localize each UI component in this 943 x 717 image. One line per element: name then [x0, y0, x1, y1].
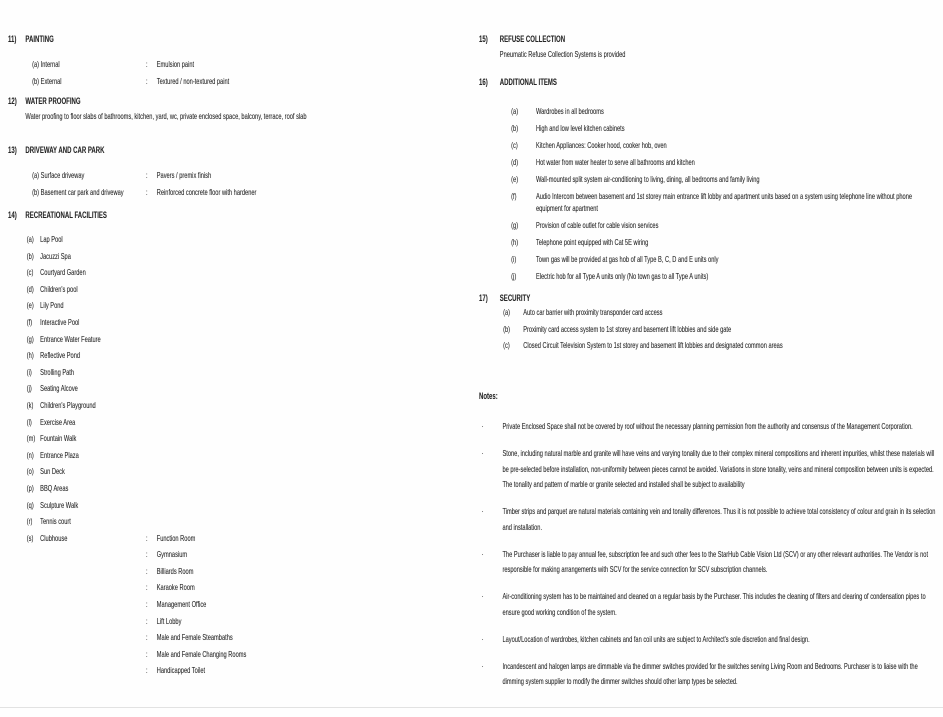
- spec-value: Textured / non-textured paint: [156, 76, 230, 86]
- item-text: Children's Playground: [40, 399, 96, 410]
- list-item: [27, 399, 471, 411]
- item-letter: (i): [511, 254, 517, 264]
- list-item: [503, 323, 939, 335]
- section-number: 16): [479, 77, 488, 87]
- list-item: [511, 122, 939, 134]
- item-text: Reflective Pond: [40, 350, 81, 361]
- list-item-continuation: [27, 648, 471, 660]
- section-title: PAINTING: [25, 34, 54, 44]
- item-letter-empty: [27, 548, 40, 560]
- lettered-list: [511, 105, 939, 282]
- section: [8, 209, 470, 676]
- colon-separator: :: [146, 582, 148, 593]
- list-item: [511, 219, 939, 231]
- notes-block: [479, 390, 939, 690]
- list-item: [27, 349, 471, 361]
- left-column: [8, 0, 470, 681]
- item-letter: (g): [26, 333, 34, 344]
- section: [479, 292, 939, 351]
- list-item-continuation: [27, 631, 471, 643]
- lettered-list: [27, 233, 471, 676]
- item-text: Town gas will be provided at gas hob of all Type B, C, D and E units only: [535, 254, 719, 264]
- item-text: Lily Pond: [40, 300, 64, 311]
- list-item: [27, 416, 471, 428]
- section-title: ADDITIONAL ITEMS: [499, 77, 557, 87]
- list-item: [511, 253, 939, 265]
- section-text: Water proofing to floor slabs of bathrooms, kitchen, yard, wc, private enclosed space, balcony, terrace, roof slab: [25, 111, 307, 121]
- item-letter: (c): [511, 140, 518, 150]
- item-text: Fountain Walk: [40, 433, 77, 444]
- section-header: [8, 144, 470, 156]
- item-text: Audio Intercom between basement and 1st storey main entrance lift lobby and apartment units based on a system using telephone line without phone equipment for apartment: [535, 191, 913, 213]
- item-text-empty: [40, 548, 146, 560]
- list-item: [503, 306, 939, 318]
- item-text: Wardrobes in all bedrooms: [535, 106, 604, 116]
- item-text: Entrance Plaza: [40, 449, 79, 460]
- item-text-empty: [40, 615, 146, 627]
- section: [8, 95, 470, 122]
- spec-label: (b) Basement car park and driveway: [32, 187, 124, 197]
- spec-value: Pavers / premix finish: [156, 170, 212, 180]
- item-text: Children's pool: [40, 283, 78, 294]
- list-item: [27, 515, 471, 527]
- notes-list: [479, 419, 939, 690]
- list-item: [27, 465, 471, 477]
- item-text: Sun Deck: [40, 466, 65, 477]
- spec-value: Emulsion paint: [156, 59, 195, 69]
- item-letter-empty: [27, 631, 40, 643]
- item-letter-empty: [27, 565, 40, 577]
- spec-value: Function Room: [156, 532, 196, 543]
- section-header: [8, 209, 470, 221]
- item-text: Entrance Water Feature: [40, 333, 101, 344]
- item-letter: (c): [26, 267, 34, 278]
- section-number: 15): [479, 34, 488, 44]
- spec-value: Karaoke Room: [156, 582, 195, 593]
- item-letter: (h): [511, 237, 519, 247]
- bullet-icon: ·: [481, 548, 484, 559]
- spec-pair-list: [32, 169, 470, 198]
- list-item-continuation: [27, 581, 471, 593]
- item-letter: (e): [26, 300, 34, 311]
- list-item: [27, 250, 471, 262]
- note-bullet-item: [482, 547, 940, 578]
- colon-separator: :: [146, 632, 148, 643]
- section-title: REFUSE COLLECTION: [499, 34, 566, 44]
- spec-row: [32, 186, 470, 198]
- item-letter-empty: [27, 648, 40, 660]
- section-text: Pneumatic Refuse Collection Systems is provided: [499, 49, 626, 59]
- item-text: Telephone point equipped with Cat 5E wiring: [535, 237, 649, 247]
- list-item: [27, 299, 471, 311]
- spec-value: Lift Lobby: [156, 615, 182, 626]
- spec-value: Handicapped Toilet: [156, 665, 206, 676]
- section-number: 12): [8, 96, 17, 106]
- bullet-icon: ·: [481, 660, 484, 671]
- section-title: DRIVEWAY AND CAR PARK: [25, 145, 105, 155]
- list-item: [27, 449, 471, 461]
- item-text-empty: [40, 648, 146, 660]
- colon-separator: :: [146, 599, 148, 610]
- item-letter: (a): [503, 307, 511, 317]
- item-text: Hot water from water heater to serve all bathrooms and kitchen: [535, 157, 695, 167]
- section-number: 14): [8, 210, 17, 220]
- item-text: Jacuzzi Spa: [40, 250, 71, 261]
- note-text: Air-conditioning system has to be maintained and cleaned on a regular basis by the Purchaser. This includes the cleaning of filters and clearing of condensation pipes to ensure good working condition of the system.: [502, 591, 926, 617]
- item-letter: (j): [511, 271, 517, 281]
- note-text: Stone, including natural marble and granite will have veins and varying tonality due to their complex mineral compositions and inherent impurities, whilst these materials will be pre-selected before installation, non-uniformity between pieces cannot be avoided. Variations in stone tonality, veins and mineral composition between units is expected. The tonality and pattern of marble or granite selected and installed shall be subject to availability: [502, 448, 935, 489]
- item-letter: (p): [26, 482, 34, 493]
- item-text: Strolling Path: [40, 366, 75, 377]
- item-letter: (f): [26, 316, 33, 327]
- spec-row: [32, 75, 470, 87]
- item-letter: (s): [26, 532, 34, 543]
- bullet-icon: ·: [481, 421, 484, 431]
- item-letter: (g): [511, 220, 519, 230]
- item-text-empty: [40, 631, 146, 643]
- item-text: Courtyard Garden: [40, 267, 86, 278]
- section-number: 13): [8, 145, 17, 155]
- item-letter: (c): [503, 340, 510, 350]
- list-item: [511, 105, 939, 117]
- item-text: Interactive Pool: [40, 316, 80, 327]
- section-header: [479, 76, 939, 88]
- note-text: The Purchaser is liable to pay annual fee, subscription fee and such other fees to the StarHub Cable Vision Ltd (SCV) or any other relevant authorities. The Vendor is not responsible for making arrangements with SCV for the service connection for SCV subscription channels.: [502, 548, 929, 574]
- colon-separator: :: [146, 187, 148, 197]
- note-text: Timber strips and parquet are natural materials containing vein and tonality differences. Thus it is not possible to achieve total consistency of colour and grain in its selection and installation.: [502, 506, 936, 532]
- item-text: Seating Alcove: [40, 383, 78, 394]
- section-header: [8, 95, 470, 107]
- colon-separator: :: [146, 615, 148, 626]
- notes-title: Notes:: [479, 391, 498, 401]
- item-letter: (b): [511, 123, 519, 133]
- list-item: [511, 173, 939, 185]
- spec-value: Reinforced concrete floor with hardener: [156, 187, 257, 197]
- lettered-list: [503, 306, 939, 351]
- colon-separator: :: [146, 565, 148, 576]
- item-letter-empty: [27, 581, 40, 593]
- item-text-empty: [40, 598, 146, 610]
- list-item: [27, 333, 471, 345]
- list-item: [27, 382, 471, 394]
- item-text: Lap Pool: [40, 234, 63, 244]
- list-item-continuation: [27, 615, 471, 627]
- list-item: [27, 366, 471, 378]
- spec-value: Management Office: [156, 599, 207, 610]
- spec-row: [32, 58, 470, 70]
- item-letter: (q): [26, 499, 34, 510]
- colon-separator: :: [146, 59, 148, 69]
- item-letter: (a): [511, 106, 519, 116]
- colon-separator: :: [146, 76, 148, 86]
- item-text: Auto car barrier with proximity transponder card access: [523, 307, 663, 317]
- colon-separator: :: [146, 665, 148, 676]
- item-letter: (i): [26, 366, 32, 377]
- item-text: Provision of cable outlet for cable vision services: [535, 220, 659, 230]
- item-letter: (b): [26, 250, 34, 261]
- section-title: WATER PROOFING: [25, 96, 81, 106]
- item-text: Tennis court: [40, 516, 71, 527]
- list-item: [503, 339, 939, 351]
- list-item: [27, 316, 471, 328]
- spec-label: (a) Internal: [32, 59, 60, 69]
- note-text: Incandescent and halogen lamps are dimmable via the dimmer switches provided for the switches serving Living Room and Bedrooms. Purchaser is to liaise with the dimming system supplier to modify the dimmer switches should other lamp types be selected.: [502, 660, 918, 686]
- section: [8, 33, 470, 87]
- list-item: [511, 190, 939, 214]
- list-item: [511, 139, 939, 151]
- colon-separator: :: [146, 648, 148, 659]
- bullet-icon: ·: [481, 506, 484, 516]
- item-letter: (j): [26, 383, 32, 394]
- list-item: [27, 233, 471, 245]
- colon-separator: :: [146, 170, 148, 180]
- section: [8, 144, 470, 198]
- page-bottom-rule: [0, 707, 943, 708]
- section-header: [8, 33, 470, 45]
- section: [479, 33, 939, 60]
- item-letter: (k): [26, 399, 34, 410]
- list-item: [511, 156, 939, 168]
- note-text: Private Enclosed Space shall not be covered by roof without the necessary planning permission from the authority and consensus of the Management Corporation.: [502, 421, 913, 431]
- list-item-continuation: [27, 598, 471, 610]
- note-bullet-item: [482, 419, 940, 435]
- item-letter-empty: [27, 615, 40, 627]
- list-item: [511, 236, 939, 248]
- note-bullet-item: [482, 504, 940, 535]
- list-item-continuation: [27, 664, 471, 676]
- item-letter: (d): [511, 157, 519, 167]
- item-letter: (r): [26, 516, 33, 527]
- list-item: [27, 283, 471, 295]
- item-letter-empty: [27, 664, 40, 676]
- bullet-icon: ·: [481, 633, 484, 644]
- list-item: [27, 432, 471, 444]
- right-column: [479, 0, 939, 701]
- item-letter: (o): [26, 466, 34, 477]
- item-letter: (l): [26, 416, 32, 427]
- section-title: SECURITY: [499, 293, 531, 303]
- item-text: Clubhouse: [40, 532, 68, 543]
- note-bullet-item: [482, 589, 940, 620]
- item-letter: (h): [26, 350, 34, 361]
- list-item: [27, 482, 471, 494]
- spec-pair-list: [32, 58, 470, 87]
- bullet-icon: ·: [481, 591, 484, 601]
- item-letter-empty: [27, 598, 40, 610]
- item-text: High and low level kitchen cabinets: [535, 123, 625, 133]
- list-item: [27, 266, 471, 278]
- item-text: Closed Circuit Television System to 1st storey and basement lift lobbies and designated common areas: [523, 340, 783, 350]
- colon-separator: :: [146, 549, 148, 560]
- item-text: Exercise Area: [40, 416, 76, 427]
- spec-value: Gymnasium: [156, 549, 188, 560]
- section-number: 17): [479, 293, 488, 303]
- list-item-continuation: [27, 548, 471, 560]
- item-letter: (f): [511, 191, 517, 201]
- note-bullet-item: [482, 659, 940, 690]
- spec-value: Male and Female Changing Rooms: [156, 648, 247, 659]
- section-header: [479, 33, 939, 45]
- item-text: BBQ Areas: [40, 482, 69, 493]
- item-text-empty: [40, 664, 146, 676]
- spec-value: Billiards Room: [156, 565, 194, 576]
- spec-label: (a) Surface driveway: [32, 170, 85, 180]
- spec-value: Male and Female Steambaths: [156, 632, 233, 643]
- item-text: Wall-mounted split system air-conditioning to living, dining, all bedrooms and family living: [535, 174, 760, 184]
- item-letter: (m): [26, 433, 36, 444]
- colon-separator: :: [146, 532, 148, 543]
- list-item: [27, 532, 471, 544]
- spec-label: (b) External: [32, 76, 62, 86]
- list-item-continuation: [27, 565, 471, 577]
- item-text: Proximity card access system to 1st storey and basement lift lobbies and side gate: [523, 323, 732, 334]
- item-text: Sculpture Walk: [40, 499, 79, 510]
- section-number: 11): [8, 34, 17, 44]
- spec-row: [32, 169, 470, 181]
- list-item: [27, 499, 471, 511]
- item-letter: (e): [511, 174, 519, 184]
- item-letter: (b): [503, 323, 511, 334]
- section-title: RECREATIONAL FACILITIES: [25, 210, 107, 220]
- bullet-icon: ·: [481, 448, 484, 458]
- list-item: [511, 270, 939, 282]
- item-text-empty: [40, 581, 146, 593]
- item-letter: (a): [26, 234, 34, 244]
- section: [479, 76, 939, 282]
- item-letter: (d): [26, 283, 34, 294]
- section-header: [479, 292, 939, 304]
- note-bullet-item: [482, 632, 940, 648]
- note-text: Layout/Location of wardrobes, kitchen cabinets and fan coil units are subject to Architect's sole discretion and final design.: [502, 633, 810, 644]
- item-letter: (n): [26, 449, 34, 460]
- item-text-empty: [40, 565, 146, 577]
- item-text: Electric hob for all Type A units only (No town gas to all Type A units): [535, 271, 709, 281]
- note-bullet-item: [482, 446, 940, 493]
- item-text: Kitchen Appliances: Cooker hood, cooker hob, oven: [535, 140, 667, 150]
